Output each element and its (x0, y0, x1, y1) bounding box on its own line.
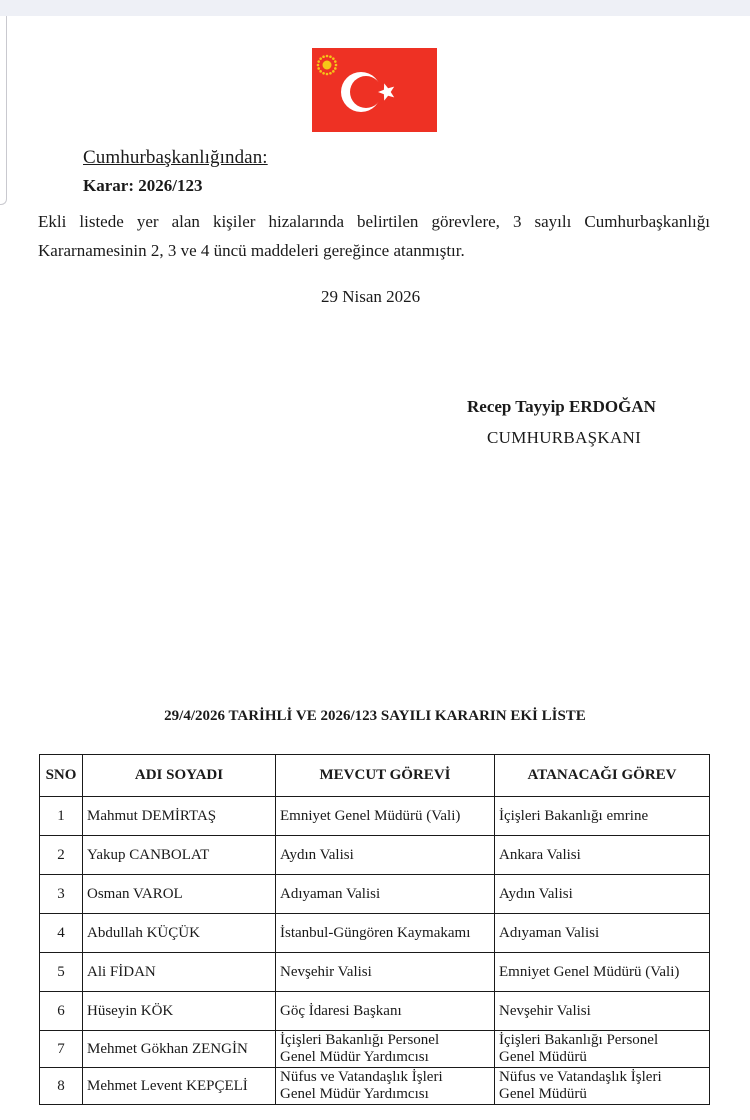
header-new-position: ATANACAĞI GÖREV (495, 755, 710, 797)
emblem-star-dot (326, 55, 329, 58)
turkish-flag-icon (312, 48, 437, 132)
cell-line: İçişleri Bakanlığı Personel (499, 1032, 659, 1048)
signatory-name: Recep Tayyip ERDOĞAN (467, 397, 656, 416)
emblem-star-dot (319, 57, 322, 60)
header-current-position: MEVCUT GÖREVİ (276, 755, 495, 797)
emblem-star-dot (334, 60, 337, 63)
page-edge-shadow (0, 16, 7, 205)
decision-body-text: Ekli listede yer alan kişiler hizalarında belirtilen görevlere, 3 sayılı Cumhurbaşkanlığı Kararnamesinin 2, 3 ve 4 üncü maddeleri gereğince atanmıştır. (38, 212, 710, 260)
cell-name: Yakup CANBOLAT (83, 836, 276, 875)
emblem-star-dot (332, 57, 335, 60)
cell-name: Mehmet Gökhan ZENGİN (83, 1031, 276, 1068)
cell-line: Nüfus ve Vatandaşlık İşleri (499, 1069, 662, 1085)
cell-line: Genel Müdür Yardımcısı (280, 1086, 429, 1102)
cell-sno: 1 (40, 797, 83, 836)
emblem-star-dot (317, 64, 320, 67)
table-row (40, 836, 710, 875)
viewer-top-bar (0, 0, 750, 16)
table-row (40, 797, 710, 836)
cell-new-position (495, 1031, 710, 1068)
signatory-title: CUMHURBAŞKANI (487, 428, 642, 447)
emblem-star-dot (326, 73, 329, 76)
cell-sno: 8 (40, 1068, 83, 1105)
cell-sno: 6 (40, 992, 83, 1031)
cell-new-position: Aydın Valisi (495, 875, 710, 914)
cell-current-position (276, 1031, 495, 1068)
cell-name: Osman VAROL (83, 875, 276, 914)
cell-current-position (276, 1068, 495, 1105)
table-row (40, 914, 710, 953)
cell-sno: 5 (40, 953, 83, 992)
cell-new-position: İçişleri Bakanlığı emrine (495, 797, 710, 836)
cell-current-position: Adıyaman Valisi (276, 875, 495, 914)
issuer-heading: Cumhurbaşkanlığından: (83, 147, 268, 168)
decision-number: Karar: 2026/123 (83, 176, 203, 195)
emblem-star-dot (329, 55, 332, 58)
cell-name: Mahmut DEMİRTAŞ (83, 797, 276, 836)
crescent-cutout (350, 76, 382, 108)
cell-current-position: Aydın Valisi (276, 836, 495, 875)
emblem-star-dot (322, 55, 325, 58)
cell-name: Mehmet Levent KEPÇELİ (83, 1068, 276, 1105)
header-name: ADI SOYADI (83, 755, 276, 797)
cell-line: Nüfus ve Vatandaşlık İşleri (280, 1069, 443, 1085)
emblem-star-dot (317, 67, 320, 70)
cell-new-position (495, 1068, 710, 1105)
table-row (40, 953, 710, 992)
cell-current-position: İstanbul-Güngören Kaymakamı (276, 914, 495, 953)
emblem-star-dot (317, 60, 320, 63)
table-row (40, 1068, 710, 1105)
table-row (40, 875, 710, 914)
cell-new-position: Emniyet Genel Müdürü (Vali) (495, 953, 710, 992)
cell-sno: 7 (40, 1031, 83, 1068)
cell-line: Genel Müdürü (499, 1049, 587, 1065)
appointment-table (39, 754, 710, 1105)
cell-sno: 2 (40, 836, 83, 875)
cell-sno: 4 (40, 914, 83, 953)
cell-name: Hüseyin KÖK (83, 992, 276, 1031)
cell-name: Abdullah KÜÇÜK (83, 914, 276, 953)
emblem-star-dot (334, 67, 337, 70)
cell-new-position: Ankara Valisi (495, 836, 710, 875)
table-header-row (40, 755, 710, 797)
cell-current-position: Nevşehir Valisi (276, 953, 495, 992)
emblem-star-dot (332, 70, 335, 73)
cell-line: İçişleri Bakanlığı Personel (280, 1032, 440, 1048)
emblem-sun-core (323, 61, 332, 70)
cell-sno: 3 (40, 875, 83, 914)
cell-new-position: Adıyaman Valisi (495, 914, 710, 953)
annex-list-title: 29/4/2026 TARİHLİ VE 2026/123 SAYILI KARARIN EKİ LİSTE (164, 708, 586, 724)
emblem-star-dot (335, 64, 338, 67)
table-row (40, 1031, 710, 1068)
emblem-star-dot (319, 70, 322, 73)
cell-current-position: Göç İdaresi Başkanı (276, 992, 495, 1031)
table-row (40, 992, 710, 1031)
decision-date: 29 Nisan 2026 (321, 287, 421, 306)
header-sno: SNO (40, 755, 83, 797)
cell-current-position: Emniyet Genel Müdürü (Vali) (276, 797, 495, 836)
cell-line: Genel Müdür Yardımcısı (280, 1049, 429, 1065)
emblem-star-dot (322, 72, 325, 75)
cell-new-position: Nevşehir Valisi (495, 992, 710, 1031)
emblem-star-dot (329, 72, 332, 75)
cell-name: Ali FİDAN (83, 953, 276, 992)
cell-line: Genel Müdürü (499, 1086, 587, 1102)
